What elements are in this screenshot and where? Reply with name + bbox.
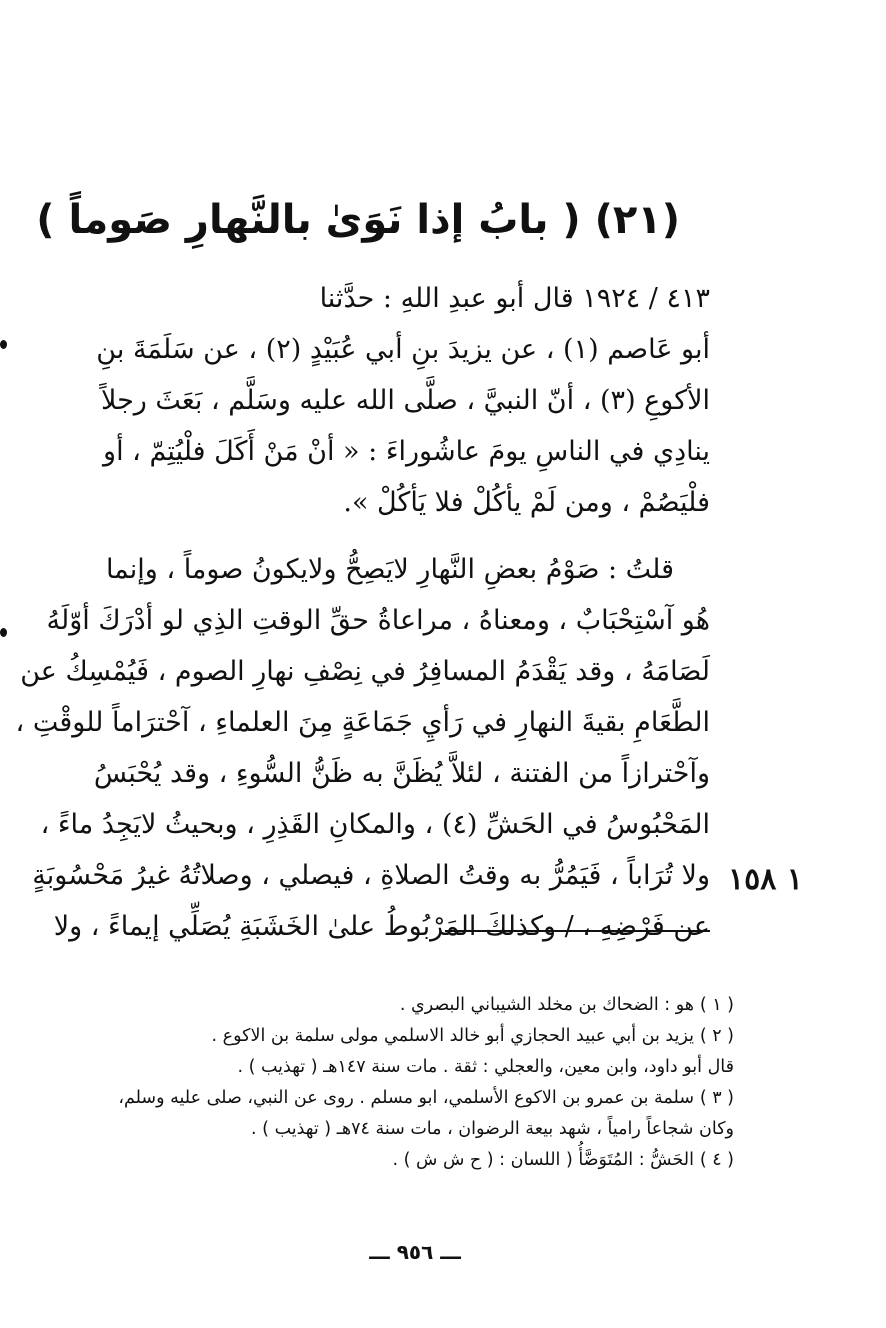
hadith-line: الأكوعِ (٣) ، أنّ النبيَّ ، صلَّى الله عليه وسَلَّم ، بَعَثَ رجلاً: [100, 385, 710, 416]
margin-dot: [0, 628, 7, 637]
hadith-line: أبو عَاصم (١) ، عن يزيدَ بنِ أبي عُبَيْدٍ (٢) ، عن سَلَمَةَ بنِ: [96, 334, 710, 365]
hadith-line: فلْيَصُمْ ، ومن لَمْ يأكُلْ فلا يَأكُلْ ».: [343, 487, 710, 518]
footnote-text: سلمة بن عمرو بن الاكوع الأسلمي، ابو مسلم . روى عن النبي، صلى عليه وسلم،: [118, 1088, 694, 1108]
hadith-paragraph: [44, 273, 710, 528]
footnotes: [44, 990, 734, 1176]
hadith-line: ينادِي في الناسِ يومَ عاشُوراءَ : « أنْ مَنْ أَكَلَ فلْيُتِمّ ، أو: [103, 436, 710, 467]
commentary-line: المَحْبُوسُ في الحَشِّ (٤) ، والمكانِ القَذِرِ ، وبحيثُ لايَجِدُ ماءً ،: [40, 809, 710, 840]
footnote: [44, 1083, 734, 1114]
footnote-text: الحَشُّ : المُتَوَضَّأُ ( اللسان : ( ح ش ش ) .: [392, 1150, 694, 1170]
manuscript-folio-reference: ١ ١٥٨: [728, 862, 803, 897]
footnote-number: ( ٣ ): [699, 1088, 734, 1108]
page-number: ـــ ٩٥٦ ـــ: [369, 1240, 461, 1264]
commentary-line: قلتُ : صَوْمُ بعضِ النَّهارِ لايَصِحُّ ولايكونُ صوماً ، وإنما: [105, 554, 674, 585]
chapter-heading: (٢١) ( بابُ إذا نَوَىٰ بالنَّهارِ صَوماً ): [36, 197, 680, 243]
footnote-text: هو : الضحاك بن مخلد الشيباني البصري .: [399, 995, 694, 1015]
hadith-line: ٤١٣ / ١٩٢٤ قال أبو عبدِ اللهِ : حدَّثنا: [319, 283, 710, 314]
commentary-line: لَصَامَهُ ، وقد يَقْدَمُ المسافِرُ في نِصْفِ نهارِ الصوم ، فَيُمْسِكُ عن: [20, 656, 710, 687]
commentary-line: هُو آسْتِحْبَابٌ ، ومعناهُ ، مراعاةُ حقِّ الوقتِ الذِي لو أدْرَكَ أوّلَهُ: [46, 605, 710, 636]
footnote-text: يزيد بن أبي عبيد الحجازي أبو خالد الاسلمي مولى سلمة بن الاكوع .: [211, 1026, 694, 1046]
footnote-divider: [445, 930, 710, 932]
commentary-line: الطَّعَامِ بقيةَ النهارِ في رَأيِ جَمَاعَةٍ مِنَ العلماءِ ، آحْترَاماً للوقْتِ ،: [15, 707, 710, 738]
margin-dot: [0, 340, 7, 349]
footnote-continuation: وكان شجاعاً رامياً ، شهد بيعة الرضوان ، مات سنة ٧٤هـ ( تهذيب ) .: [251, 1119, 734, 1139]
footnote: [44, 1145, 734, 1176]
footnote-number: ( ١ ): [699, 995, 734, 1015]
footnote-continuation: قال أبو داود، وابن معين، والعجلي : ثقة . مات سنة ١٤٧هـ ( تهذيب ) .: [237, 1057, 734, 1077]
commentary-line: ولا تُرَاباً ، فَيَمُرُّ به وقتُ الصلاةِ ، فيصلي ، وصلاتُهُ غيرُ مَحْسُوبَةٍ: [32, 860, 710, 891]
commentary-line: عن فَرْضِهِ ، / وكذلكَ المَرْبُوطُ علىٰ الخَشَبَةِ يُصَلِّي إيماءً ، ولا: [53, 911, 710, 942]
commentary-paragraph: [15, 544, 710, 952]
main-text: [15, 273, 710, 968]
commentary-line: وآحْترازاً من الفتنة ، لئلاَّ يُظَنَّ به ظَنُّ السُّوءِ ، وقد يُحْبَسُ: [93, 758, 710, 789]
footnote: [44, 990, 734, 1021]
footnote-number: ( ٤ ): [699, 1150, 734, 1170]
footnote: [44, 1021, 734, 1052]
footnote-number: ( ٢ ): [699, 1026, 734, 1046]
